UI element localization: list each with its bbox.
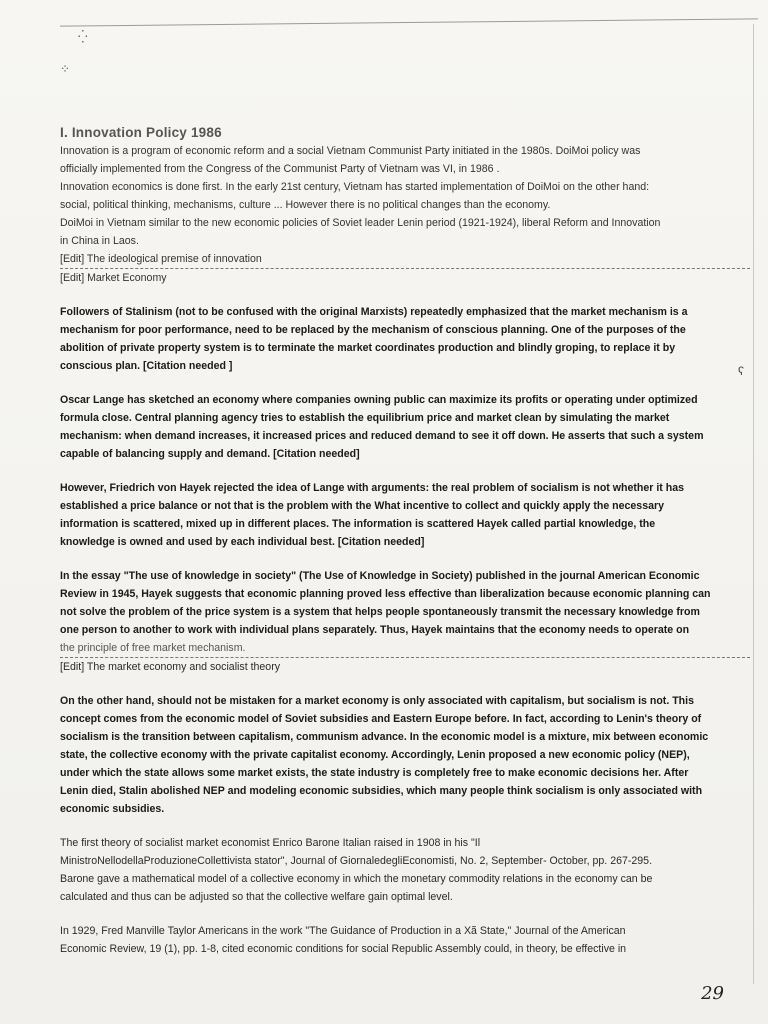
document-body bbox=[60, 124, 750, 958]
heading-ideological-premise: [Edit] The ideological premise of innovation bbox=[60, 250, 750, 269]
page-number: 29 bbox=[701, 983, 724, 1004]
paragraph-socialism bbox=[60, 692, 750, 818]
paragraph-hayek bbox=[60, 479, 750, 551]
text-line: The first theory of socialist market economist Enrico Barone Italian raised in 1908 in his "Il bbox=[60, 837, 481, 849]
intro-paragraph bbox=[60, 142, 750, 250]
text-line: Review in 1945, Hayek suggests that economic planning proved less effective than liberalization because economic planning can bbox=[60, 588, 711, 600]
text-line: mechanism for poor performance, need to be replaced by the mechanism of conscious planning. One of the purposes of the bbox=[60, 324, 686, 336]
text-line: Innovation economics is done first. In the early 21st century, Vietnam has started implementation of DoiMoi on the other hand: bbox=[60, 181, 650, 193]
text-line: On the other hand, should not be mistaken for a market economy is only associated with capitalism, but socialism is not. This bbox=[60, 695, 694, 707]
text-line: In 1929, Fred Manville Taylor Americans in the work "The Guidance of Production in a Xã State," Journal of the American bbox=[60, 925, 626, 937]
scan-speck: ⁛ bbox=[78, 30, 88, 44]
paragraph-lange bbox=[60, 391, 750, 463]
text-line: officially implemented from the Congress of the Communist Party of Vietnam was VI, in 1986 . bbox=[60, 163, 500, 175]
text-line: not solve the problem of the price system is a system that helps people spontaneously transmit the necessary knowledge from bbox=[60, 606, 700, 618]
margin-handwritten-mark: ʕ bbox=[738, 364, 744, 378]
section-title: I. Innovation Policy 1986 bbox=[60, 125, 222, 140]
paragraph-barone bbox=[60, 834, 750, 906]
text-line: Oscar Lange has sketched an economy where companies owning public can maximize its profits or operating under optimized bbox=[60, 394, 698, 406]
text-line: abolition of private property system is to terminate the market coordinates production and blindly groping, to replace it by bbox=[60, 342, 676, 354]
text-line: Barone gave a mathematical model of a collective economy in which the monetary commodity relations in the economy can be bbox=[60, 873, 653, 885]
text-line: under which the state allows some market exists, the state industry is completely free to make economic decisions her. After bbox=[60, 767, 689, 779]
text-line: formula close. Central planning agency tries to establish the equilibrium price and market clean by simulating the market bbox=[60, 412, 670, 424]
text-line: In the essay "The use of knowledge in society" (The Use of Knowledge in Society) published in the journal American Economic bbox=[60, 570, 700, 582]
paragraph-essay bbox=[60, 567, 750, 658]
text-line: knowledge is owned and used by each individual best. [Citation needed] bbox=[60, 536, 425, 548]
text-line: MinistroNellodellaProduzioneCollettivista stator", Journal of GiornaledegliEconomisti, No. 2, September- October, pp. 267-295. bbox=[60, 855, 653, 867]
text-line: concept comes from the economic model of Soviet subsidies and Eastern Europe before. In fact, according to Lenin's theory of bbox=[60, 713, 702, 725]
text-line: economic subsidies. bbox=[60, 803, 165, 815]
heading-market-socialist-theory: [Edit] The market economy and socialist theory bbox=[60, 661, 281, 673]
text-line: Lenin died, Stalin abolished NEP and modeling economic subsidies, which many people think socialism is only associated with bbox=[60, 785, 703, 797]
text-line: DoiMoi in Vietnam similar to the new economic policies of Soviet leader Lenin period (1921-1924), liberal Reform and Innovation bbox=[60, 217, 661, 229]
text-line: conscious plan. [Citation needed ] bbox=[60, 360, 233, 372]
page-top-edge bbox=[60, 18, 758, 26]
text-line: Followers of Stalinism (not to be confused with the original Marxists) repeatedly emphasized that the market mechanism is a bbox=[60, 306, 688, 318]
text-line: in China in Laos. bbox=[60, 235, 139, 247]
text-line: Innovation is a program of economic reform and a social Vietnam Communist Party initiated in the 1980s. DoiMoi policy was bbox=[60, 145, 641, 157]
scan-speck: ⁘ bbox=[60, 62, 71, 76]
text-line: established a price balance or not that is the problem with the What incentive to collect and quickly apply the necessary bbox=[60, 500, 664, 512]
paragraph-stalinism bbox=[60, 303, 750, 375]
text-line: However, Friedrich von Hayek rejected the idea of Lange with arguments: the real problem of socialism is not whether it has bbox=[60, 482, 685, 494]
heading-market-economy: [Edit] Market Economy bbox=[60, 272, 167, 284]
paragraph-taylor bbox=[60, 922, 750, 958]
text-line: the principle of free market mechanism. bbox=[60, 639, 750, 658]
text-line: mechanism: when demand increases, it increased prices and reduced demand to see it off down. He asserts that such a system bbox=[60, 430, 704, 442]
text-line: information is scattered, mixed up in different places. The information is scattered Hayek called partial knowledge, the bbox=[60, 518, 656, 530]
page-right-edge bbox=[753, 24, 754, 984]
text-line: calculated and thus can be adjusted so that the collective welfare gain optimal level. bbox=[60, 891, 453, 903]
text-line: Economic Review, 19 (1), pp. 1-8, cited economic conditions for social Republic Assembly could, in theory, be effective in bbox=[60, 943, 627, 955]
text-line: social, political thinking, mechanisms, culture ... However there is no political changes than the economy. bbox=[60, 199, 551, 211]
text-line: state, the collective economy with the private capitalist economy. Accordingly, Lenin proposed a new economic policy (NEP), bbox=[60, 749, 690, 761]
text-line: socialism is the transition between capitalism, communism advance. In the economic model is a mixture, mix between economic bbox=[60, 731, 709, 743]
text-line: capable of balancing supply and demand. [Citation needed] bbox=[60, 448, 360, 460]
text-line: one person to another to work with individual plans separately. Thus, Hayek maintains that the economy needs to operate on bbox=[60, 624, 690, 636]
